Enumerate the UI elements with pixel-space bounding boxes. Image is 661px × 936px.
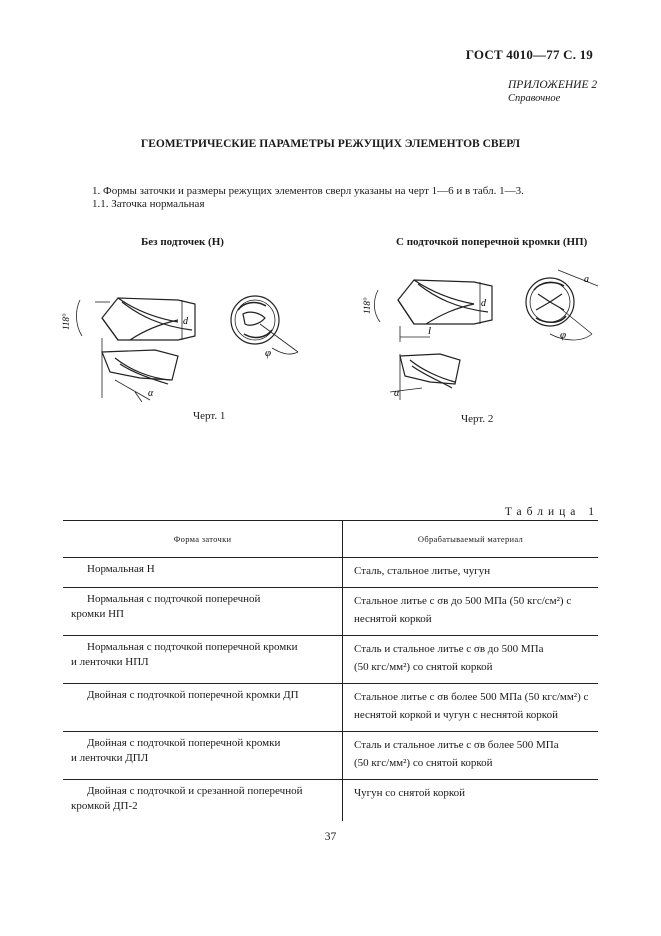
material-cell [343,732,599,780]
form-line-1: Нормальная с подточкой поперечной [87,593,261,605]
figure-2-drill-drawing [360,262,605,407]
table-header-row [63,521,598,558]
figure-1-caption: Черт. 1 [193,410,226,422]
fig2-dim-d: d [481,298,486,309]
figure-2-subtitle: С подточкой поперечной кромки (НП) [396,236,588,248]
appendix-type: Справочное [508,93,561,104]
fig1-dim-phi: φ [265,347,272,359]
form-cell [63,732,343,780]
material-line-1: Сталь, стальное литье, чугун [354,565,491,577]
form-line-1: Нормальная с подточкой поперечной кромки [87,641,298,653]
table-row [63,558,598,588]
table-caption: Таблица 1 [504,506,599,518]
form-cell [63,588,343,636]
page-title: ГЕОМЕТРИЧЕСКИЕ ПАРАМЕТРЫ РЕЖУЩИХ ЭЛЕМЕНТОВ СВЕРЛ [140,138,521,150]
material-cell [343,636,599,684]
material-line-1: Чугун со снятой коркой [354,787,466,799]
form-line-1: Двойная с подточкой поперечной кромки ДП [87,689,299,701]
paragraph-1: 1. Формы заточки и размеры режущих элементов сверл указаны на черт 1—6 и в табл. 1—3. [92,185,524,197]
paragraph-1-1: 1.1. Заточка нормальная [92,198,205,210]
material-cell [343,684,599,732]
form-cell [63,636,343,684]
figure-1-drill-drawing [60,280,310,410]
fig1-angle-label: 118° [61,313,71,330]
appendix-label: ПРИЛОЖЕНИЕ 2 [508,79,598,91]
figure-2-caption: Черт. 2 [461,413,494,425]
fig1-dim-d: d [183,316,188,327]
table-header-material: Обрабатываемый материал [343,521,599,558]
page-number: 37 [324,831,337,843]
table-header-form: Форма заточки [63,521,343,558]
form-line-1: Двойная с подточкой поперечной кромки [87,737,281,749]
form-line-2: и ленточки НПЛ [71,656,149,668]
form-line-2: кромкой ДП-2 [71,800,138,812]
table-row [63,732,598,780]
fig1-dim-alpha: α [148,388,154,399]
form-cell [63,780,343,822]
fig2-dim-l: l [428,325,432,337]
fig2-dim-a: a [584,274,589,285]
standard-header: ГОСТ 4010—77 С. 19 [465,47,593,62]
fig2-dim-alpha: α [394,388,400,399]
form-cell [63,684,343,732]
material-cell [343,588,599,636]
form-cell [63,558,343,588]
table-row [63,684,598,732]
figure-1-subtitle: Без подточек (Н) [141,236,224,248]
table-row [63,780,598,822]
material-line-1: Стальное литье с σв до 500 МПа (50 кгс/см²) с [354,595,572,607]
material-line-1: Стальное литье с σв более 500 МПа (50 кгс/мм²) с [354,691,589,703]
material-line-2: (50 кгс/мм²) со снятой коркой [354,661,493,673]
table-row [63,636,598,684]
material-line-2: (50 кгс/мм²) со снятой коркой [354,757,493,769]
material-line-1: Сталь и стальное литье с σв до 500 МПа [354,643,544,655]
fig2-dim-phi: φ [560,329,567,341]
material-line-2: неснятой коркой [354,613,432,625]
materials-table [63,520,598,821]
form-line-2: и ленточки ДПЛ [71,752,149,764]
form-line-1: Двойная с подточкой и срезанной поперечной [87,785,303,797]
form-line-1: Нормальная Н [87,563,155,575]
material-cell [343,780,599,822]
material-cell [343,558,599,588]
table-row [63,588,598,636]
material-line-1: Сталь и стальное литье с σв более 500 МПа [354,739,559,751]
form-line-2: кромки НП [71,608,124,620]
material-line-2: неснятой коркой и чугун с неснятой коркой [354,709,558,721]
fig2-angle-label: 118° [362,297,372,314]
